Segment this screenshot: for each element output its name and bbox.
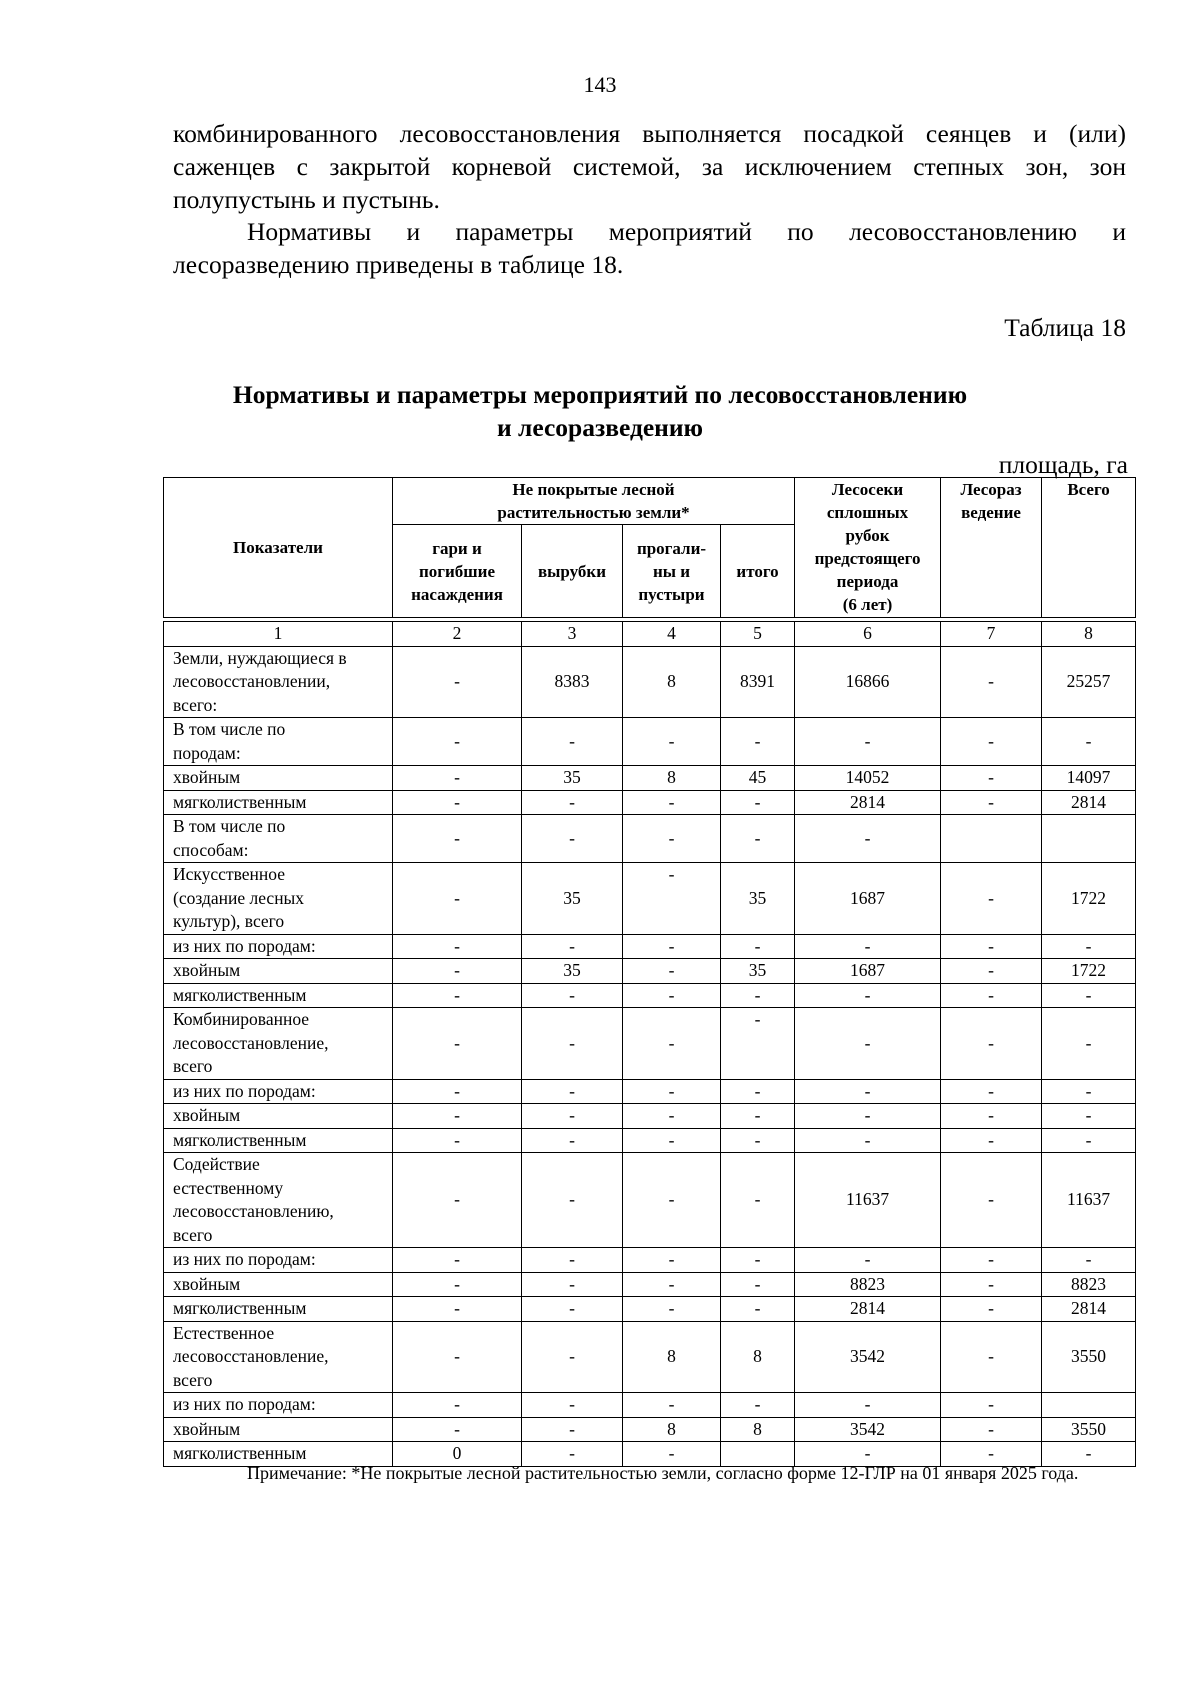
table-cell: - [1042, 1008, 1136, 1080]
table-cell: - [795, 1248, 941, 1273]
row-label-line: из них по породам: [173, 1249, 316, 1269]
table-cell: 3550 [1042, 1417, 1136, 1442]
header-clearcuts: вырубки [522, 525, 623, 618]
row-label-line: Комбинированное [173, 1009, 310, 1029]
table-cell: - [522, 983, 623, 1008]
row-label-line: мягколиственным [173, 1298, 307, 1318]
row-label-line: хвойным [173, 1418, 241, 1439]
table-cell: - [795, 1008, 941, 1080]
table-row [164, 1248, 1136, 1273]
table-row [164, 1153, 1136, 1248]
table-cell: - [941, 1008, 1042, 1080]
row-label-line: естественному [173, 1177, 284, 1198]
table-cell: - [941, 1079, 1042, 1104]
table-cell: 0 [393, 1442, 522, 1467]
table-cell: - [941, 1442, 1042, 1467]
table-cell: - [393, 1393, 522, 1418]
header-glades-line: пустыри [638, 584, 705, 604]
table-cell: 3542 [795, 1321, 941, 1393]
row-label-line: всего [173, 1224, 213, 1245]
table-caption: Таблица 18 [1004, 313, 1126, 342]
column-number: 4 [623, 622, 721, 647]
table-cell: 14097 [1042, 766, 1136, 791]
column-number: 7 [941, 622, 1042, 647]
table-cell: - [522, 1272, 623, 1297]
table-cell: - [721, 1153, 795, 1248]
table-cell: - [393, 1248, 522, 1273]
table-cell: - [941, 766, 1042, 791]
header-glades-line: прогали- [636, 538, 707, 558]
table-cell: 2814 [1042, 790, 1136, 815]
table-title [0, 378, 1200, 444]
table-cell: 35 [721, 959, 795, 984]
table-row [164, 959, 1136, 984]
table-cell: - [941, 790, 1042, 815]
row-label-line: всего [173, 1369, 213, 1390]
table-cell: - [623, 983, 721, 1008]
table-cell: 8823 [795, 1272, 941, 1297]
row-label-line: Искусственное [173, 864, 285, 884]
table-cell: - [795, 1393, 941, 1418]
table-header [164, 478, 1136, 622]
header-cuttings-line: сплошных [826, 503, 909, 522]
row-label-line: из них по породам: [173, 1394, 316, 1414]
row-label-line: Естественное [173, 1322, 275, 1343]
table-cell: - [721, 718, 795, 766]
table-cell: - [795, 815, 941, 863]
row-label [164, 766, 393, 791]
header-total: Всего [1042, 478, 1136, 618]
table-row [164, 1321, 1136, 1393]
row-label-line: мягколиственным [173, 791, 307, 812]
column-number: 5 [721, 622, 795, 647]
table-cell: - [1042, 1079, 1136, 1104]
table-row [164, 646, 1136, 718]
table-cell: - [393, 646, 522, 718]
table-cell: 1687 [795, 863, 941, 935]
table-cell: - [522, 1153, 623, 1248]
table-cell: 11637 [795, 1153, 941, 1248]
row-label [164, 815, 393, 863]
table-cell: - [623, 718, 721, 766]
table-cell: 25257 [1042, 646, 1136, 718]
row-label [164, 1417, 393, 1442]
table-cell: - [522, 1442, 623, 1467]
table-cell: - [522, 815, 623, 863]
row-label [164, 646, 393, 718]
table-cell: - [721, 1008, 795, 1080]
header-afforestation-line: ведение [961, 503, 1021, 522]
table-cell: 14052 [795, 766, 941, 791]
table-cell: - [941, 1417, 1042, 1442]
table-cell: - [393, 1104, 522, 1129]
header-cuttings-line: рубок [845, 526, 890, 545]
table-cell: 8 [623, 1417, 721, 1442]
header-indicators: Показатели [164, 478, 393, 618]
header-glades-line: ны и [652, 561, 691, 581]
table-cell: - [393, 983, 522, 1008]
table-cell: - [721, 1079, 795, 1104]
header-cuttings-line: (6 лет) [842, 595, 893, 614]
table-cell: - [522, 1393, 623, 1418]
column-number: 2 [393, 622, 522, 647]
table-cell: - [393, 1008, 522, 1080]
table-cell: - [393, 934, 522, 959]
table-cell: - [721, 1393, 795, 1418]
table-cell: - [522, 1079, 623, 1104]
table-cell: - [393, 1079, 522, 1104]
header-cuttings [795, 478, 941, 618]
table-cell: 1722 [1042, 863, 1136, 935]
table-cell: - [721, 1104, 795, 1129]
row-label-line: из них по породам: [173, 935, 316, 956]
header-burns-line: гари и [432, 538, 482, 558]
column-number: 1 [164, 622, 393, 647]
table-cell: - [522, 1321, 623, 1393]
table-body [164, 622, 1136, 1467]
row-label-line: породам: [173, 742, 241, 763]
table-cell: 1687 [795, 959, 941, 984]
table-cell: - [941, 1297, 1042, 1322]
table-cell: - [941, 1153, 1042, 1248]
table-cell: - [941, 959, 1042, 984]
table-cell: 8 [623, 766, 721, 791]
table-row [164, 983, 1136, 1008]
header-row-1 [164, 478, 1136, 525]
column-numbers-row [164, 622, 1136, 647]
table-cell: - [941, 1393, 1042, 1418]
row-label [164, 1008, 393, 1080]
table-cell: - [623, 1008, 721, 1080]
table-cell: - [393, 863, 522, 935]
table-cell: - [941, 1272, 1042, 1297]
row-label-line: лесовосстановлению, [173, 1201, 334, 1221]
table-cell: - [623, 1248, 721, 1273]
header-group-line: Не покрытые лесной [512, 480, 675, 499]
table-cell: - [721, 1248, 795, 1273]
table-note: Примечание: *Не покрытые лесной растительностью земли, согласно форме 12-ГЛР на 01 января 2025 года. [247, 1463, 1079, 1483]
row-label-line: мягколиственным [173, 984, 307, 1005]
row-label-line: хвойным [173, 960, 241, 980]
row-label-line: способам: [173, 839, 249, 860]
table-cell: - [721, 1272, 795, 1297]
table-cell: - [393, 1297, 522, 1322]
table-row [164, 718, 1136, 766]
table-cell: - [522, 1248, 623, 1273]
table-cell: 3542 [795, 1417, 941, 1442]
table-cell: - [522, 718, 623, 766]
row-label-line: культур), всего [173, 911, 285, 931]
row-label [164, 790, 393, 815]
row-label-line: хвойным [173, 1105, 241, 1125]
row-label-line: мягколиственным [173, 1443, 307, 1463]
header-afforestation [941, 478, 1042, 618]
table-cell: - [623, 959, 721, 984]
table-cell: - [941, 1321, 1042, 1393]
row-label [164, 1321, 393, 1393]
table-cell: - [522, 1008, 623, 1080]
table-cell: - [1042, 934, 1136, 959]
header-burns-line: насаждения [411, 584, 503, 604]
table-cell: - [721, 1128, 795, 1153]
table-row [164, 1008, 1136, 1080]
row-label-line: лесовосстановление, [173, 1032, 329, 1053]
table-row [164, 863, 1136, 935]
table-title-line-1: Нормативы и параметры мероприятий по лесовосстановлению [232, 380, 968, 409]
table-cell: - [623, 1442, 721, 1467]
table-cell: - [1042, 1128, 1136, 1153]
table-cell: 3550 [1042, 1321, 1136, 1393]
row-label-line: (создание лесных [173, 887, 305, 908]
table-cell: - [623, 1297, 721, 1322]
row-label-line: Содействие [173, 1154, 260, 1174]
table-cell: - [393, 718, 522, 766]
table-cell: - [941, 1128, 1042, 1153]
row-label-line: лесовосстановлении, [173, 671, 331, 691]
table-cell: - [721, 815, 795, 863]
paragraph-2: Нормативы и параметры мероприятий по лесовосстановлению и лесоразведению приведены в таблице 18. [173, 217, 1126, 279]
table-cell: 1722 [1042, 959, 1136, 984]
table-cell: 35 [522, 766, 623, 791]
table-cell: - [721, 934, 795, 959]
column-number: 6 [795, 622, 941, 647]
table-row [164, 1417, 1136, 1442]
header-group-line: растительностью земли* [497, 503, 690, 522]
row-label [164, 983, 393, 1008]
table-cell: 16866 [795, 646, 941, 718]
table-cell: 2814 [795, 1297, 941, 1322]
header-cuttings-line: предстоящего [814, 549, 921, 568]
table-cell: 2814 [795, 790, 941, 815]
table-cell: - [623, 934, 721, 959]
table-cell: 8 [623, 646, 721, 718]
header-group-unforested [393, 478, 795, 525]
table-cell: - [623, 1104, 721, 1129]
table-cell: 8 [721, 1321, 795, 1393]
row-label [164, 934, 393, 959]
table-cell: - [721, 1297, 795, 1322]
row-label [164, 1248, 393, 1273]
table-cell: - [721, 983, 795, 1008]
table-cell: 35 [721, 863, 795, 935]
row-label-line: Земли, нуждающиеся в [173, 647, 347, 668]
table-cell [1042, 815, 1136, 863]
row-label [164, 1297, 393, 1322]
table-cell: 2814 [1042, 1297, 1136, 1322]
table-cell: 8383 [522, 646, 623, 718]
table-cell: - [1042, 983, 1136, 1008]
column-number: 8 [1042, 622, 1136, 647]
row-label [164, 959, 393, 984]
table-cell: - [1042, 1104, 1136, 1129]
table-cell: - [941, 718, 1042, 766]
table-cell: - [721, 790, 795, 815]
row-label [164, 1104, 393, 1129]
table-cell: - [522, 934, 623, 959]
table-cell: - [393, 959, 522, 984]
row-label-line: из них по породам: [173, 1080, 316, 1101]
table-cell: 35 [522, 863, 623, 935]
header-cuttings-line: Лесосеки [831, 480, 904, 499]
page-number: 143 [583, 72, 617, 97]
table-cell: - [941, 1104, 1042, 1129]
table-cell: - [623, 1153, 721, 1248]
table-cell: - [941, 983, 1042, 1008]
table-row [164, 1297, 1136, 1322]
table-cell: 8391 [721, 646, 795, 718]
data-table [163, 477, 1136, 1467]
table-cell: - [795, 718, 941, 766]
row-label-line: всего [173, 1056, 213, 1076]
row-label [164, 1153, 393, 1248]
table-cell: - [393, 1128, 522, 1153]
table-cell: - [1042, 1442, 1136, 1467]
table-cell: - [393, 1153, 522, 1248]
row-label-line: хвойным [173, 1273, 241, 1294]
row-label [164, 1272, 393, 1297]
table-row [164, 766, 1136, 791]
row-label [164, 1079, 393, 1104]
row-label [164, 718, 393, 766]
header-cuttings-line: периода [836, 572, 899, 591]
table-cell: - [941, 934, 1042, 959]
table-cell: - [522, 1297, 623, 1322]
table-cell: - [393, 815, 522, 863]
table-title-line-2: и лесоразведению [496, 413, 704, 442]
row-label-line: мягколиственным [173, 1129, 307, 1150]
table-cell: - [393, 766, 522, 791]
table-cell: - [623, 815, 721, 863]
table-cell: 35 [522, 959, 623, 984]
table-row [164, 1393, 1136, 1418]
table-units: площадь, га [998, 450, 1128, 479]
table-row [164, 790, 1136, 815]
column-number: 3 [522, 622, 623, 647]
table-row [164, 1272, 1136, 1297]
table-cell: - [941, 1248, 1042, 1273]
table-cell: - [623, 1393, 721, 1418]
table-row [164, 1128, 1136, 1153]
table-row [164, 815, 1136, 863]
table-cell: 45 [721, 766, 795, 791]
table-cell: - [623, 1128, 721, 1153]
table-cell: - [522, 1417, 623, 1442]
table-row [164, 934, 1136, 959]
table-cell: - [1042, 718, 1136, 766]
row-label-line: лесовосстановление, [173, 1346, 329, 1366]
table-cell: - [623, 790, 721, 815]
row-label-line: В том числе по [173, 719, 286, 739]
table-cell: - [941, 863, 1042, 935]
table-cell: - [795, 983, 941, 1008]
table-cell [941, 815, 1042, 863]
table-cell: - [623, 1272, 721, 1297]
table-cell: - [1042, 1248, 1136, 1273]
table-cell: - [393, 790, 522, 815]
header-subtotal: итого [721, 525, 795, 618]
table-cell: - [393, 1321, 522, 1393]
table-cell [1042, 1393, 1136, 1418]
row-label-line: всего: [173, 694, 218, 715]
header-glades [623, 525, 721, 618]
header-burns-line: погибшие [418, 561, 495, 581]
row-label-line: В том числе по [173, 816, 286, 836]
header-burns [393, 525, 522, 618]
table-cell: 8 [721, 1417, 795, 1442]
table-cell: 11637 [1042, 1153, 1136, 1248]
table-cell: 8 [623, 1321, 721, 1393]
paragraph-1: комбинированного лесовосстановления выполняется посадкой сеянцев и (или) саженцев с закрытой корневой системой, за исключением степных зон, зон полупустынь и пустынь. [173, 119, 1126, 214]
table-cell: - [795, 1104, 941, 1129]
table-cell: - [522, 790, 623, 815]
table-row [164, 1104, 1136, 1129]
table-cell: - [795, 1128, 941, 1153]
table-cell: - [795, 1442, 941, 1467]
table-cell: - [623, 863, 721, 935]
table-cell: - [393, 1417, 522, 1442]
header-afforestation-line: Лесораз [960, 480, 1022, 499]
table-cell: - [522, 1104, 623, 1129]
table-cell: - [941, 646, 1042, 718]
table-cell: - [522, 1128, 623, 1153]
row-label [164, 863, 393, 935]
table-cell: - [795, 1079, 941, 1104]
table-cell: - [795, 934, 941, 959]
table-cell: - [393, 1272, 522, 1297]
row-label-line: хвойным [173, 767, 241, 787]
row-label [164, 1128, 393, 1153]
table-row [164, 1079, 1136, 1104]
row-label [164, 1393, 393, 1418]
table-cell: 8823 [1042, 1272, 1136, 1297]
table-cell: - [623, 1079, 721, 1104]
